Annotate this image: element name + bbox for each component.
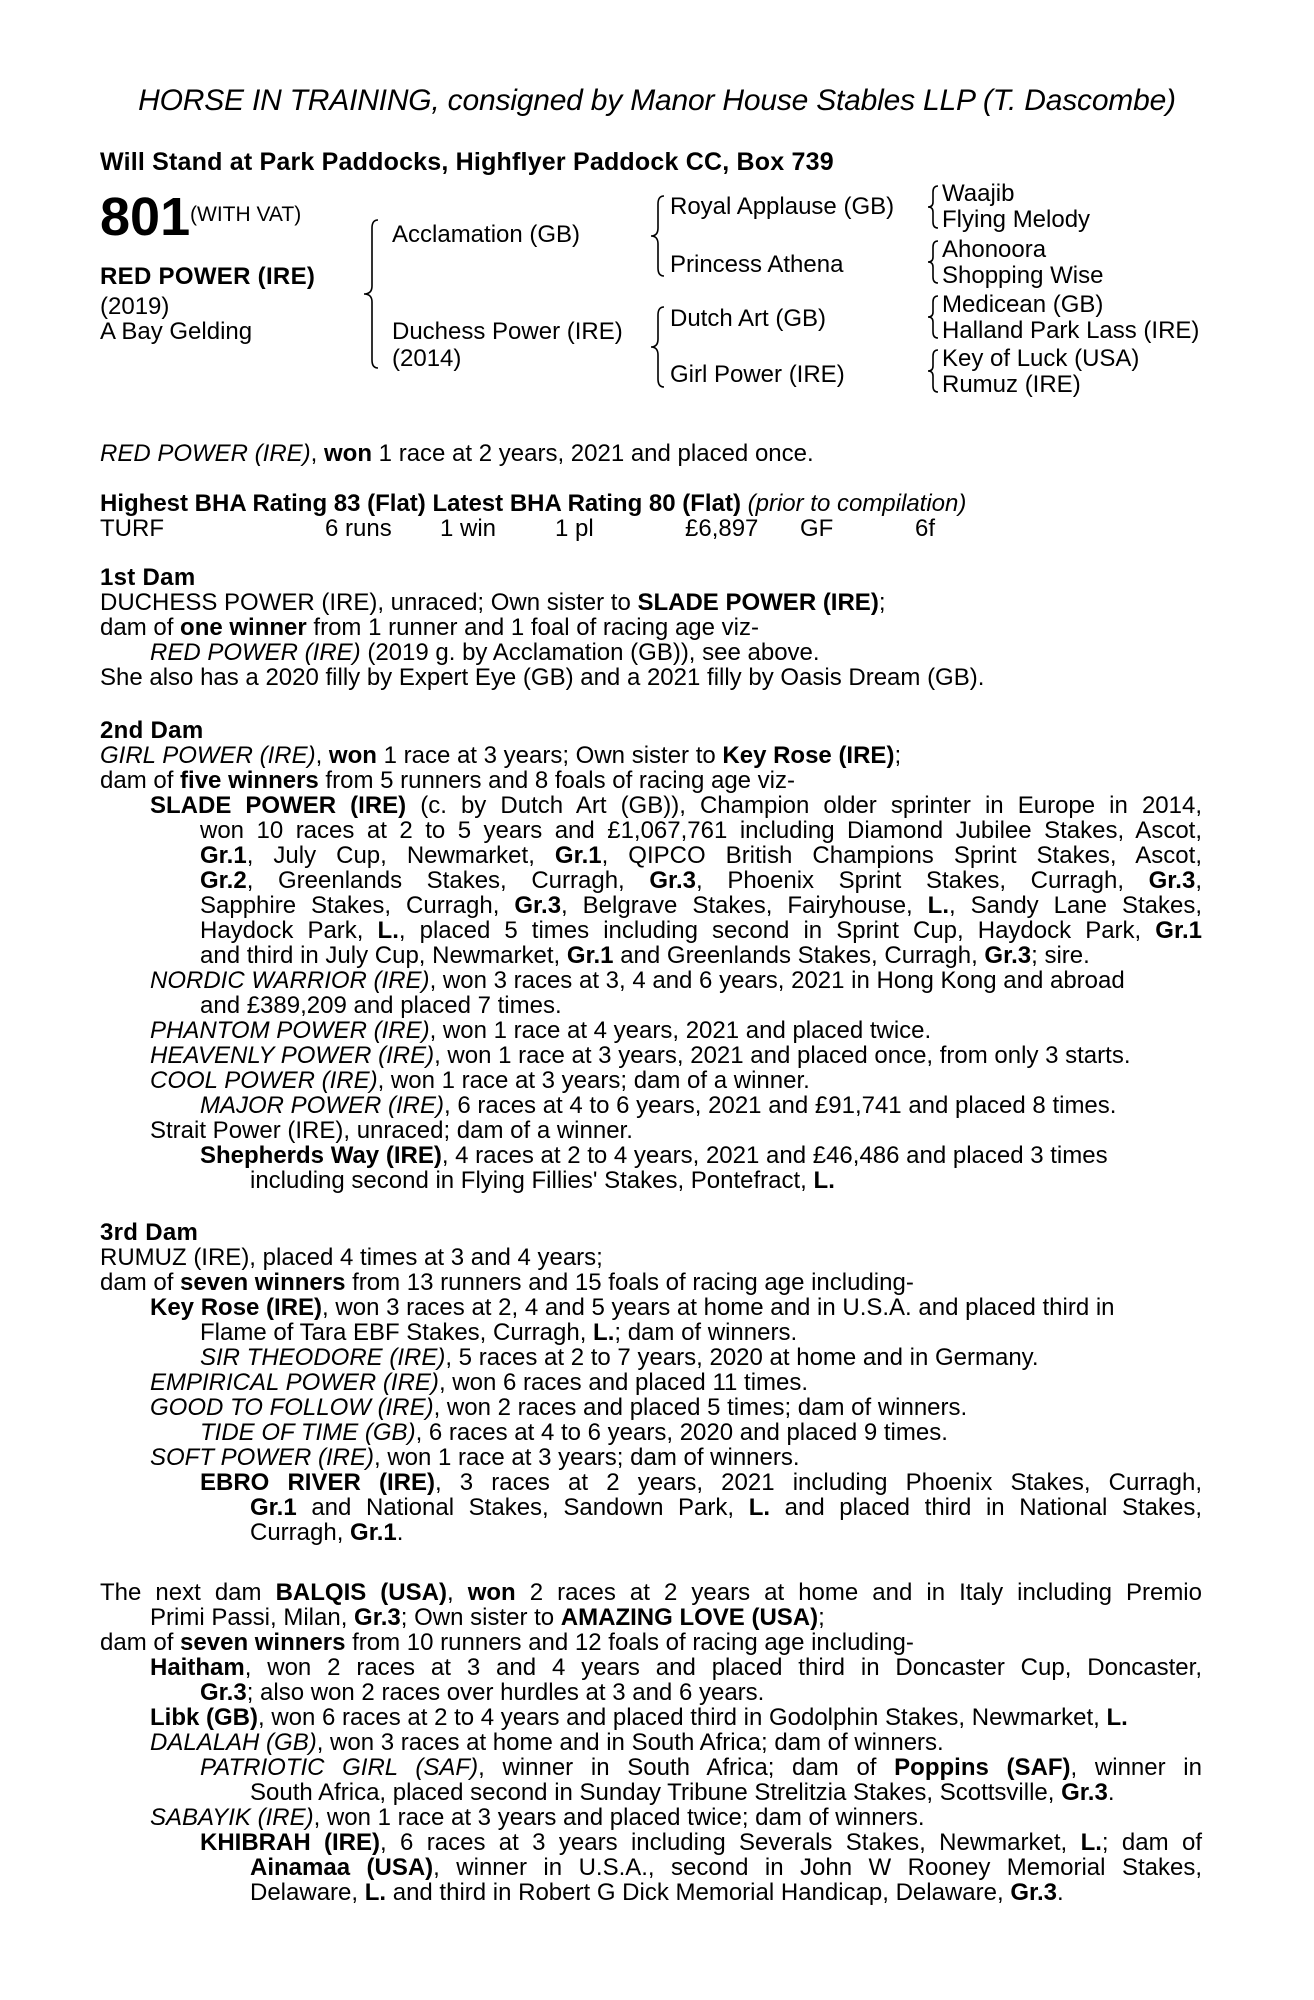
family-line: dam of seven winners from 10 runners and 12 foals of racing age including- bbox=[100, 1629, 914, 1656]
family-line: SOFT POWER (IRE), won 1 race at 3 years; dam of winners. bbox=[150, 1444, 800, 1471]
family-line: Haydock Park, L., placed 5 times including second in Sprint Cup, Haydock Park, Gr.1 bbox=[200, 917, 1202, 944]
family-line: GIRL POWER (IRE), won 1 race at 3 years; Own sister to Key Rose (IRE); bbox=[100, 742, 902, 769]
family-line: Strait Power (IRE), unraced; dam of a winner. bbox=[150, 1117, 633, 1144]
record-places: 1 pl bbox=[555, 515, 594, 542]
bha-rating bbox=[100, 490, 966, 518]
family-line: SIR THEODORE (IRE), 5 races at 2 to 7 years, 2020 at home and in Germany. bbox=[200, 1344, 1039, 1371]
horse-year: (2019) bbox=[100, 293, 170, 320]
family-line: EBRO RIVER (IRE), 3 races at 2 years, 2021 including Phoenix Stakes, Curragh, bbox=[200, 1469, 1202, 1496]
family-line: Curragh, Gr.1. bbox=[250, 1519, 404, 1546]
family-line: RED POWER (IRE) (2019 g. by Acclamation (GB)), see above. bbox=[150, 639, 820, 666]
summary-won: won bbox=[324, 440, 373, 467]
sire-dam-dam: Shopping Wise bbox=[942, 262, 1104, 289]
dam-sire: Dutch Art (GB) bbox=[670, 305, 827, 332]
family-line: and £389,209 and placed 7 times. bbox=[200, 992, 562, 1019]
family-line: Shepherds Way (IRE), 4 races at 2 to 4 years, 2021 and £46,486 and placed 3 times bbox=[200, 1142, 1108, 1169]
family-line: Sapphire Stakes, Curragh, Gr.3, Belgrave Stakes, Fairyhouse, L., Sandy Lane Stakes, bbox=[200, 892, 1202, 919]
race-summary: RED POWER (IRE), won 1 race at 2 years, 2021 and placed once. bbox=[100, 440, 814, 467]
summary-name: RED POWER (IRE) bbox=[100, 440, 311, 467]
family-line: Key Rose (IRE), won 3 races at 2, 4 and 5 years at home and in U.S.A. and placed third in bbox=[150, 1294, 1115, 1321]
family-line: dam of one winner from 1 runner and 1 foal of racing age viz- bbox=[100, 614, 759, 641]
family-line: PATRIOTIC GIRL (SAF), winner in South Africa; dam of Poppins (SAF), winner in bbox=[200, 1754, 1202, 1781]
record-distance: 6f bbox=[915, 515, 936, 542]
family-line: Gr.1, July Cup, Newmarket, Gr.1, QIPCO British Champions Sprint Stakes, Ascot, bbox=[200, 842, 1202, 869]
dam-dam-sire: Key of Luck (USA) bbox=[942, 345, 1140, 372]
family-line: including second in Flying Fillies' Stakes, Pontefract, L. bbox=[250, 1167, 835, 1194]
family-line: TIDE OF TIME (GB), 6 races at 4 to 6 years, 2020 and placed 9 times. bbox=[200, 1419, 948, 1446]
dam: Duchess Power (IRE) bbox=[392, 318, 623, 345]
dam-sire-dam: Halland Park Lass (IRE) bbox=[942, 317, 1200, 344]
family-line: DUCHESS POWER (IRE), unraced; Own sister to SLADE POWER (IRE); bbox=[100, 589, 886, 616]
section-heading: 3rd Dam bbox=[100, 1219, 199, 1246]
record-runs: 6 runs bbox=[325, 515, 392, 542]
section-heading: 1st Dam bbox=[100, 564, 196, 591]
family-line: and third in July Cup, Newmarket, Gr.1 and Greenlands Stakes, Curragh, Gr.3; sire. bbox=[200, 942, 1090, 969]
family-line: EMPIRICAL POWER (IRE), won 6 races and placed 11 times. bbox=[150, 1369, 809, 1396]
family-line: COOL POWER (IRE), won 1 race at 3 years; dam of a winner. bbox=[150, 1067, 810, 1094]
catalogue-header: HORSE IN TRAINING, consigned by Manor House Stables LLP (T. Dascombe) bbox=[138, 84, 1176, 117]
family-line: GOOD TO FOLLOW (IRE), won 2 races and placed 5 times; dam of winners. bbox=[150, 1394, 968, 1421]
family-line: Libk (GB), won 6 races at 2 to 4 years and placed third in Godolphin Stakes, Newmarket, L. bbox=[150, 1704, 1128, 1731]
record-wins: 1 win bbox=[440, 515, 497, 542]
family-line: She also has a 2020 filly by Expert Eye (GB) and a 2021 filly by Oasis Dream (GB). bbox=[100, 664, 985, 691]
family-line: dam of five winners from 5 runners and 8 foals of racing age viz- bbox=[100, 767, 796, 794]
family-line: South Africa, placed second in Sunday Tribune Strelitzia Stakes, Scottsville, Gr.3. bbox=[250, 1779, 1115, 1806]
summary-text: 1 race at 2 years, 2021 and placed once. bbox=[372, 440, 814, 467]
record-going: GF bbox=[800, 515, 834, 542]
family-line: Primi Passi, Milan, Gr.3; Own sister to AMAZING LOVE (USA); bbox=[150, 1604, 825, 1631]
record-surface: TURF bbox=[100, 515, 164, 542]
family-line: KHIBRAH (IRE), 6 races at 3 years including Severals Stakes, Newmarket, L.; dam of bbox=[200, 1829, 1202, 1856]
rating-note: (prior to compilation) bbox=[747, 490, 967, 517]
sire-dam: Princess Athena bbox=[670, 251, 844, 278]
horse-description: A Bay Gelding bbox=[100, 318, 253, 345]
sire-dam-sire: Ahonoora bbox=[942, 236, 1047, 263]
family-line: SABAYIK (IRE), won 1 race at 3 years and placed twice; dam of winners. bbox=[150, 1804, 925, 1831]
vat-note: (WITH VAT) bbox=[190, 203, 302, 226]
rating-highest: Highest BHA Rating 83 (Flat) Latest BHA Rating 80 (Flat) bbox=[100, 490, 741, 517]
sire: Acclamation (GB) bbox=[392, 221, 581, 248]
family-line: PHANTOM POWER (IRE), won 1 race at 4 years, 2021 and placed twice. bbox=[150, 1017, 932, 1044]
record-earnings: £6,897 bbox=[685, 515, 759, 542]
family-line: Haitham, won 2 races at 3 and 4 years and placed third in Doncaster Cup, Doncaster, bbox=[150, 1654, 1202, 1681]
family-line: MAJOR POWER (IRE), 6 races at 4 to 6 years, 2021 and £91,741 and placed 8 times. bbox=[200, 1092, 1117, 1119]
section-heading: 2nd Dam bbox=[100, 717, 204, 744]
dam-dam: Girl Power (IRE) bbox=[670, 361, 845, 388]
family-line: DALALAH (GB), won 3 races at home and in South Africa; dam of winners. bbox=[150, 1729, 944, 1756]
family-line: Flame of Tara EBF Stakes, Curragh, L.; dam of winners. bbox=[200, 1319, 798, 1346]
family-line: dam of seven winners from 13 runners and 15 foals of racing age including- bbox=[100, 1269, 914, 1296]
sire-sire-sire: Waajib bbox=[942, 180, 1015, 207]
family-line: RUMUZ (IRE), placed 4 times at 3 and 4 years; bbox=[100, 1244, 603, 1271]
family-line: Gr.2, Greenlands Stakes, Curragh, Gr.3, Phoenix Sprint Stakes, Curragh, Gr.3, bbox=[200, 867, 1202, 894]
dam-dam-dam: Rumuz (IRE) bbox=[942, 371, 1081, 398]
stand-location: Will Stand at Park Paddocks, Highflyer Paddock CC, Box 739 bbox=[100, 148, 834, 176]
family-line: Ainamaa (USA), winner in U.S.A., second in John W Rooney Memorial Stakes, bbox=[250, 1854, 1202, 1881]
family-line: HEAVENLY POWER (IRE), won 1 race at 3 years, 2021 and placed once, from only 3 starts. bbox=[150, 1042, 1131, 1069]
dam-year: (2014) bbox=[392, 345, 462, 372]
dam-sire-sire: Medicean (GB) bbox=[942, 291, 1104, 318]
family-line: The next dam BALQIS (USA), won 2 races at 2 years at home and in Italy including Premio bbox=[100, 1579, 1202, 1606]
family-line: Delaware, L. and third in Robert G Dick Memorial Handicap, Delaware, Gr.3. bbox=[250, 1879, 1064, 1906]
horse-name: RED POWER (IRE) bbox=[100, 263, 316, 290]
family-line: SLADE POWER (IRE) (c. by Dutch Art (GB)), Champion older sprinter in Europe in 2014, bbox=[150, 792, 1202, 819]
family-line: Gr.3; also won 2 races over hurdles at 3 and 6 years. bbox=[200, 1679, 765, 1706]
family-line: NORDIC WARRIOR (IRE), won 3 races at 3, 4 and 6 years, 2021 in Hong Kong and abroad bbox=[150, 967, 1125, 994]
lot-number: 801 bbox=[100, 187, 191, 247]
sire-sire-dam: Flying Melody bbox=[942, 206, 1091, 233]
sire-sire: Royal Applause (GB) bbox=[670, 193, 895, 220]
family-line: Gr.1 and National Stakes, Sandown Park, L. and placed third in National Stakes, bbox=[250, 1494, 1202, 1521]
family-line: won 10 races at 2 to 5 years and £1,067,761 including Diamond Jubilee Stakes, Ascot, bbox=[200, 817, 1202, 844]
